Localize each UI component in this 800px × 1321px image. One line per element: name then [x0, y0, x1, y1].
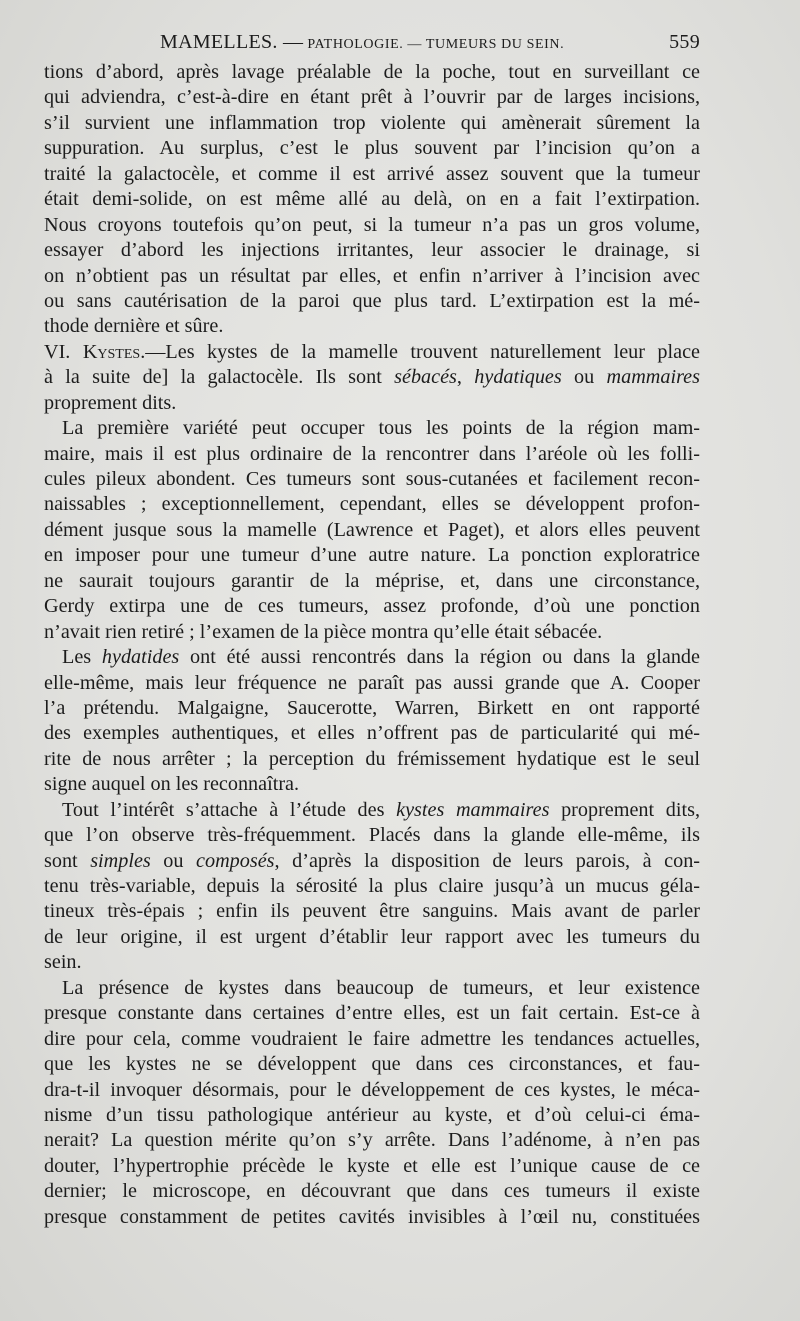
text-line: douter, l’hypertrophie précède le kyste et elle est l’unique cause de ce [44, 1154, 700, 1177]
text-line: dire pour cela, comme voudraient le faire admettre les tendances actuelles, [44, 1027, 700, 1050]
text-line: tions d’abord, après lavage préalable de la poche, tout en surveillant ce [44, 61, 700, 83]
text-line: signe auquel on les reconnaîtra. [44, 773, 300, 796]
text-line: presque constante dans certaines d’entre elles, est un fait certain. Est-ce à [44, 1002, 700, 1025]
text-line [44, 365, 700, 390]
text-run: proprement dits, [549, 798, 700, 821]
text-run: , [456, 366, 475, 389]
text-line: nisme d’un tissu pathologique antérieur au kyste, et d’où celui-ci éma- [44, 1103, 700, 1126]
text-line: n’avait rien retiré ; l’examen de la pièce montra qu’elle était sébacée. [44, 620, 603, 643]
text-run: sont [44, 849, 91, 872]
running-title-main: MAMELLES. — [160, 31, 304, 53]
text-line: proprement dits. [44, 391, 177, 414]
text-line: elle-même, mais leur fréquence ne paraît pas aussi grande que A. Cooper [44, 671, 700, 694]
text-run: Tout l’intérêt s’attache à l’étude des [62, 798, 397, 821]
text-line: était demi-solide, on est même allé au delà, on en a fait l’extirpation. [44, 188, 700, 211]
body-text [44, 60, 700, 1230]
text-line: essayer d’abord les injections irritantes, leur associer le drainage, si [44, 239, 700, 262]
text-run: Les [62, 646, 102, 669]
text-line: presque constamment de petites cavités invisibles à l’œil nu, constituées [44, 1205, 700, 1228]
text-line: que les kystes ne se développent que dans ces circonstances, et fau- [44, 1053, 700, 1076]
text-line: on n’obtient pas un résultat par elles, et enfin n’arriver à l’incision avec [44, 264, 700, 287]
text-line [44, 798, 700, 823]
running-head [160, 31, 700, 57]
italic-term: hydatides [101, 646, 180, 669]
text-line: tineux très-épais ; enfin ils peuvent être sanguins. Mais avant de parler [44, 900, 700, 923]
text-line: tenu très-variable, depuis la sérosité la plus claire jusqu’à un mucus géla- [44, 875, 700, 897]
page-number: 559 [669, 31, 700, 53]
text-line: ne saurait toujours garantir de la méprise, et, dans une circonstance, [44, 569, 700, 592]
text-line: maire, mais il est plus ordinaire de la rencontrer dans l’aréole où les folli- [44, 442, 700, 465]
text-line: naissables ; exceptionnellement, cependant, elles se développent profon- [44, 493, 700, 516]
text-line: dra-t-il invoquer désormais, pour le développement de ces kystes, le méca- [44, 1078, 700, 1101]
text-line: La première variété peut occuper tous les points de la région mam- [62, 417, 700, 440]
text-line: ou sans cautérisation de la paroi que plus tard. L’extirpation est la mé- [44, 289, 700, 312]
text-run: ou [561, 366, 607, 389]
text-line: dernier; le microscope, en découvrant que dans ces tumeurs il existe [44, 1180, 700, 1203]
text-line: traité la galactocèle, et comme il est arrivé assez souvent que la tumeur [44, 162, 700, 185]
text-run: à la suite de] la galactocèle. Ils sont [44, 366, 395, 389]
text-line: La présence de kystes dans beaucoup de tumeurs, et leur existence [62, 976, 700, 999]
text-line: des exemples authentiques, et elles n’offrent pas de particularité qui mé- [44, 722, 700, 745]
text-line [44, 340, 700, 365]
text-line: de leur origine, il est urgent d’établir leur rapport avec les tumeurs du [44, 925, 700, 948]
text-run: ont été aussi rencontrés dans la région ou dans la glande [179, 646, 700, 669]
text-line: s’il survient une inflammation trop violente qui amènerait sûrement la [44, 111, 700, 134]
text-line [44, 849, 700, 874]
text-line: l’a prétendu. Malgaigne, Saucerotte, Warren, Birkett en ont rapporté [44, 696, 700, 719]
text-run: VI. [44, 340, 83, 363]
text-run: , d’après la disposition de leurs parois, à con- [274, 849, 701, 872]
italic-term: mammaires [606, 366, 701, 389]
text-line: que l’on observe très-fréquemment. Placés dans la glande elle-même, ils [44, 824, 700, 847]
italic-term: composés [196, 849, 275, 872]
italic-term: hydatiques [474, 366, 562, 389]
text-line: suppuration. Au surplus, c’est le plus souvent par l’incision qu’on a [44, 137, 700, 160]
text-run: .—Les kystes de la mamelle trouvent naturellement leur place [140, 340, 701, 363]
section-heading: Kystes [82, 340, 141, 363]
text-line: cules pileux abondent. Ces tumeurs sont sous-cutanées et facilement recon- [44, 468, 700, 490]
text-line: Gerdy extirpa une de ces tumeurs, assez profonde, d’où une ponction [44, 595, 700, 618]
running-title [160, 31, 564, 54]
text-run: ou [150, 849, 197, 872]
text-line: sein. [44, 951, 82, 974]
italic-term: kystes mammaires [396, 798, 550, 821]
running-title-subject: PATHOLOGIE. — TUMEURS DU SEIN. [303, 37, 565, 52]
text-line: en imposer pour une tumeur d’une autre nature. La ponction exploratrice [44, 544, 700, 567]
text-line: nerait? La question mérite qu’on s’y arrête. Dans l’adénome, à n’en pas [44, 1129, 700, 1152]
text-line: thode dernière et sûre. [44, 315, 224, 338]
text-line: qui adviendra, c’est-à-dire en étant prêt à l’ouvrir par de larges incisions, [44, 86, 700, 109]
text-line: dément jusque sous la mamelle (Lawrence et Paget), et alors elles peuvent [44, 518, 700, 541]
italic-term: simples [90, 849, 151, 872]
text-line: rite de nous arrêter ; la perception du frémissement hydatique est le seul [44, 747, 700, 770]
italic-term: sébacés [394, 366, 457, 389]
text-line: Nous croyons toutefois qu’on peut, si la tumeur n’a pas un gros volume, [44, 213, 700, 236]
text-line [44, 645, 700, 670]
